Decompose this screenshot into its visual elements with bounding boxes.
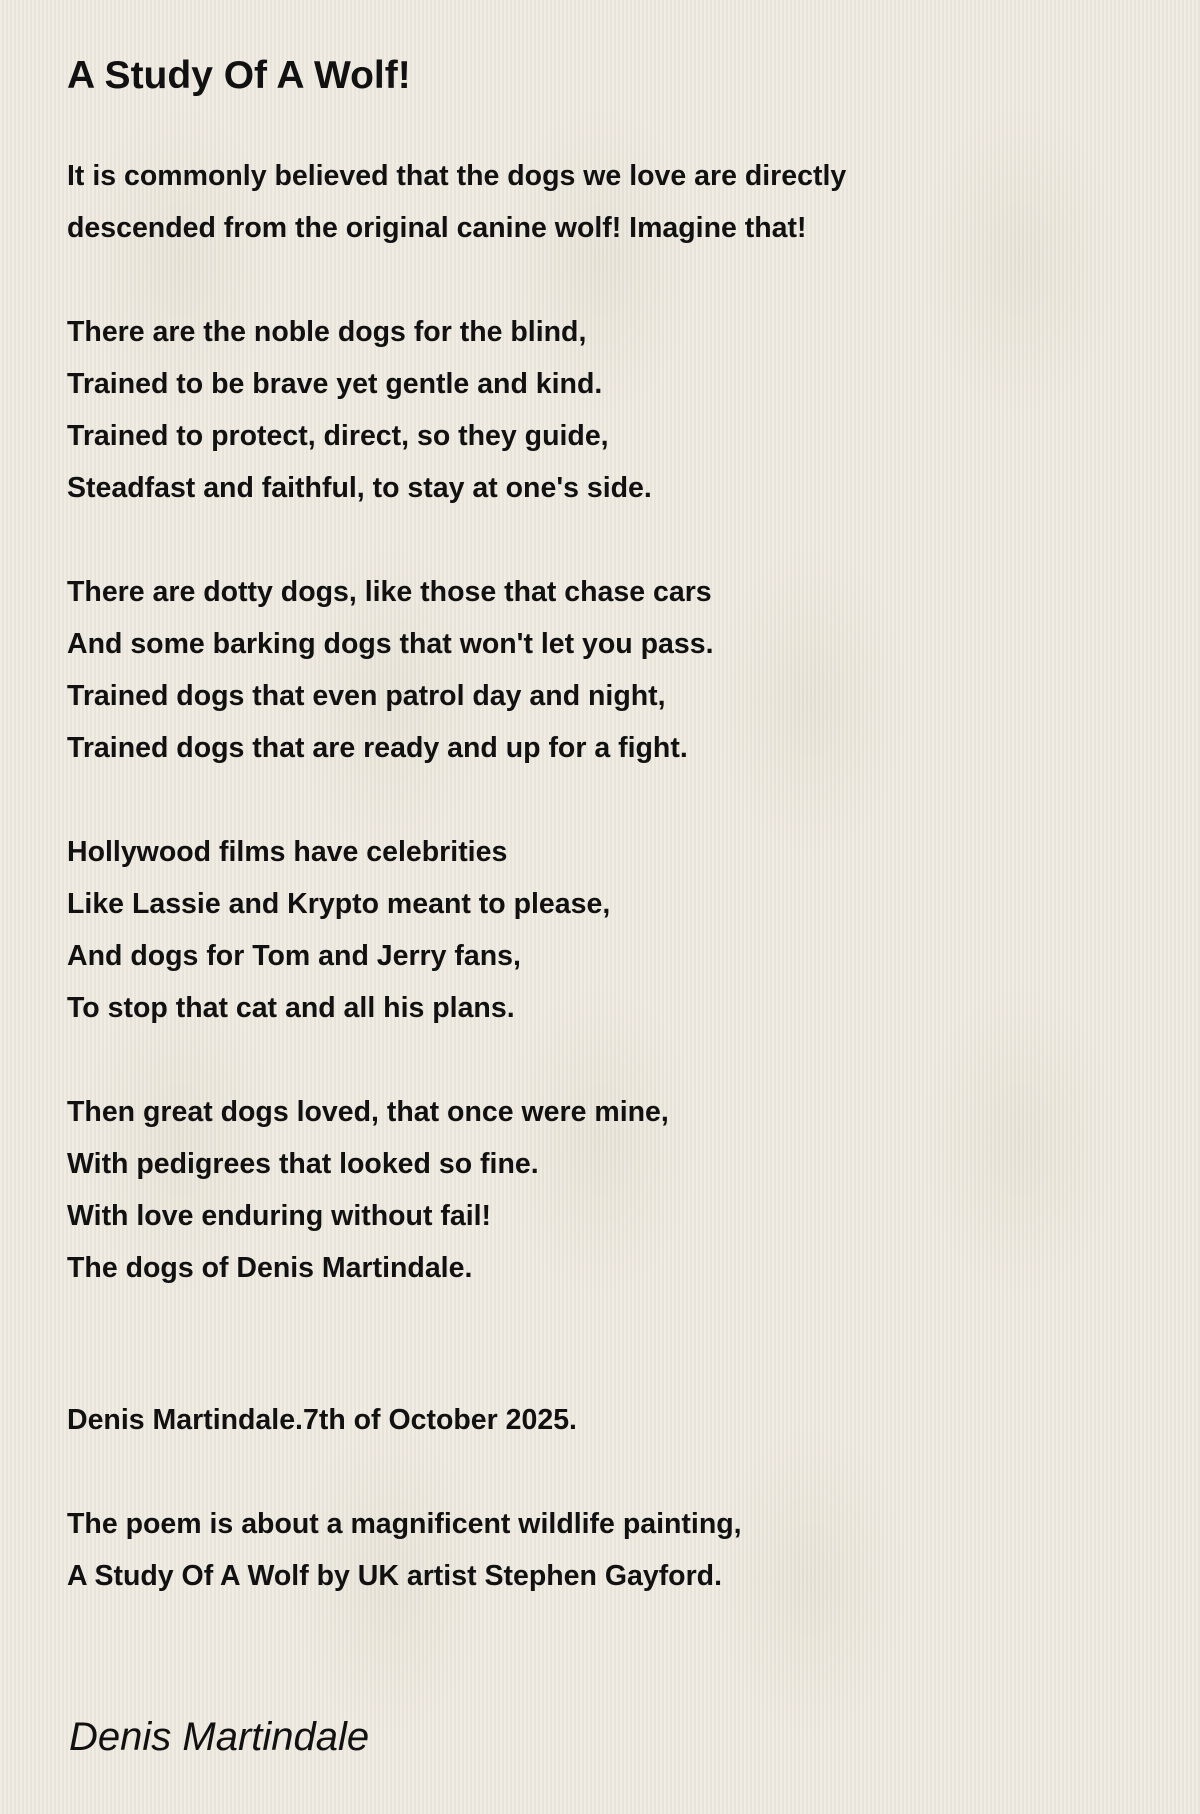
stanza-break: [67, 1446, 1127, 1498]
poem-line: With pedigrees that looked so fine.: [67, 1148, 539, 1180]
poem-line: Steadfast and faithful, to stay at one's side.: [67, 472, 652, 504]
poem-note: [67, 1498, 1127, 1602]
poem-line: There are dotty dogs, like those that chase cars: [67, 576, 712, 608]
poem-line: With love enduring without fail!: [67, 1200, 492, 1232]
note-line: A Study Of A Wolf by UK artist Stephen Gayford.: [67, 1560, 723, 1592]
stanza-3: [67, 826, 1127, 1034]
note-line: The poem is about a magnificent wildlife painting,: [67, 1508, 742, 1540]
stanza-break: [67, 774, 1127, 826]
dateline: Denis Martindale.7th of October 2025.: [67, 1404, 577, 1436]
poem-line: Trained dogs that are ready and up for a fight.: [67, 732, 688, 764]
poem-line: There are the noble dogs for the blind,: [67, 316, 587, 348]
poem-line: Trained dogs that even patrol day and night,: [67, 680, 666, 712]
poem-line: Trained to protect, direct, so they guide,: [67, 420, 609, 452]
author-signature: Denis Martindale: [69, 1715, 370, 1759]
stanza-1: [67, 306, 1127, 514]
stanza-2: [67, 566, 1127, 774]
poem-line: Hollywood films have celebrities: [67, 836, 508, 868]
poem-line: Then great dogs loved, that once were mine,: [67, 1096, 669, 1128]
poem-line: And dogs for Tom and Jerry fans,: [67, 940, 521, 972]
intro-line: descended from the original canine wolf! Imagine that!: [67, 212, 807, 244]
stanza-break: [67, 514, 1127, 566]
intro-line: It is commonly believed that the dogs we love are directly: [67, 160, 847, 192]
poem-line: To stop that cat and all his plans.: [67, 992, 515, 1024]
poem-line: Like Lassie and Krypto meant to please,: [67, 888, 611, 920]
poem-title: A Study Of A Wolf!: [67, 54, 411, 97]
stanza-break: [67, 1294, 1127, 1394]
poem-line: Trained to be brave yet gentle and kind.: [67, 368, 603, 400]
poem-line: The dogs of Denis Martindale.: [67, 1252, 473, 1284]
poem-line: And some barking dogs that won't let you pass.: [67, 628, 714, 660]
poem-body: [67, 150, 1127, 1602]
stanza-4: [67, 1086, 1127, 1294]
stanza-break: [67, 254, 1127, 306]
stanza-break: [67, 1034, 1127, 1086]
intro-paragraph: [67, 150, 1127, 254]
